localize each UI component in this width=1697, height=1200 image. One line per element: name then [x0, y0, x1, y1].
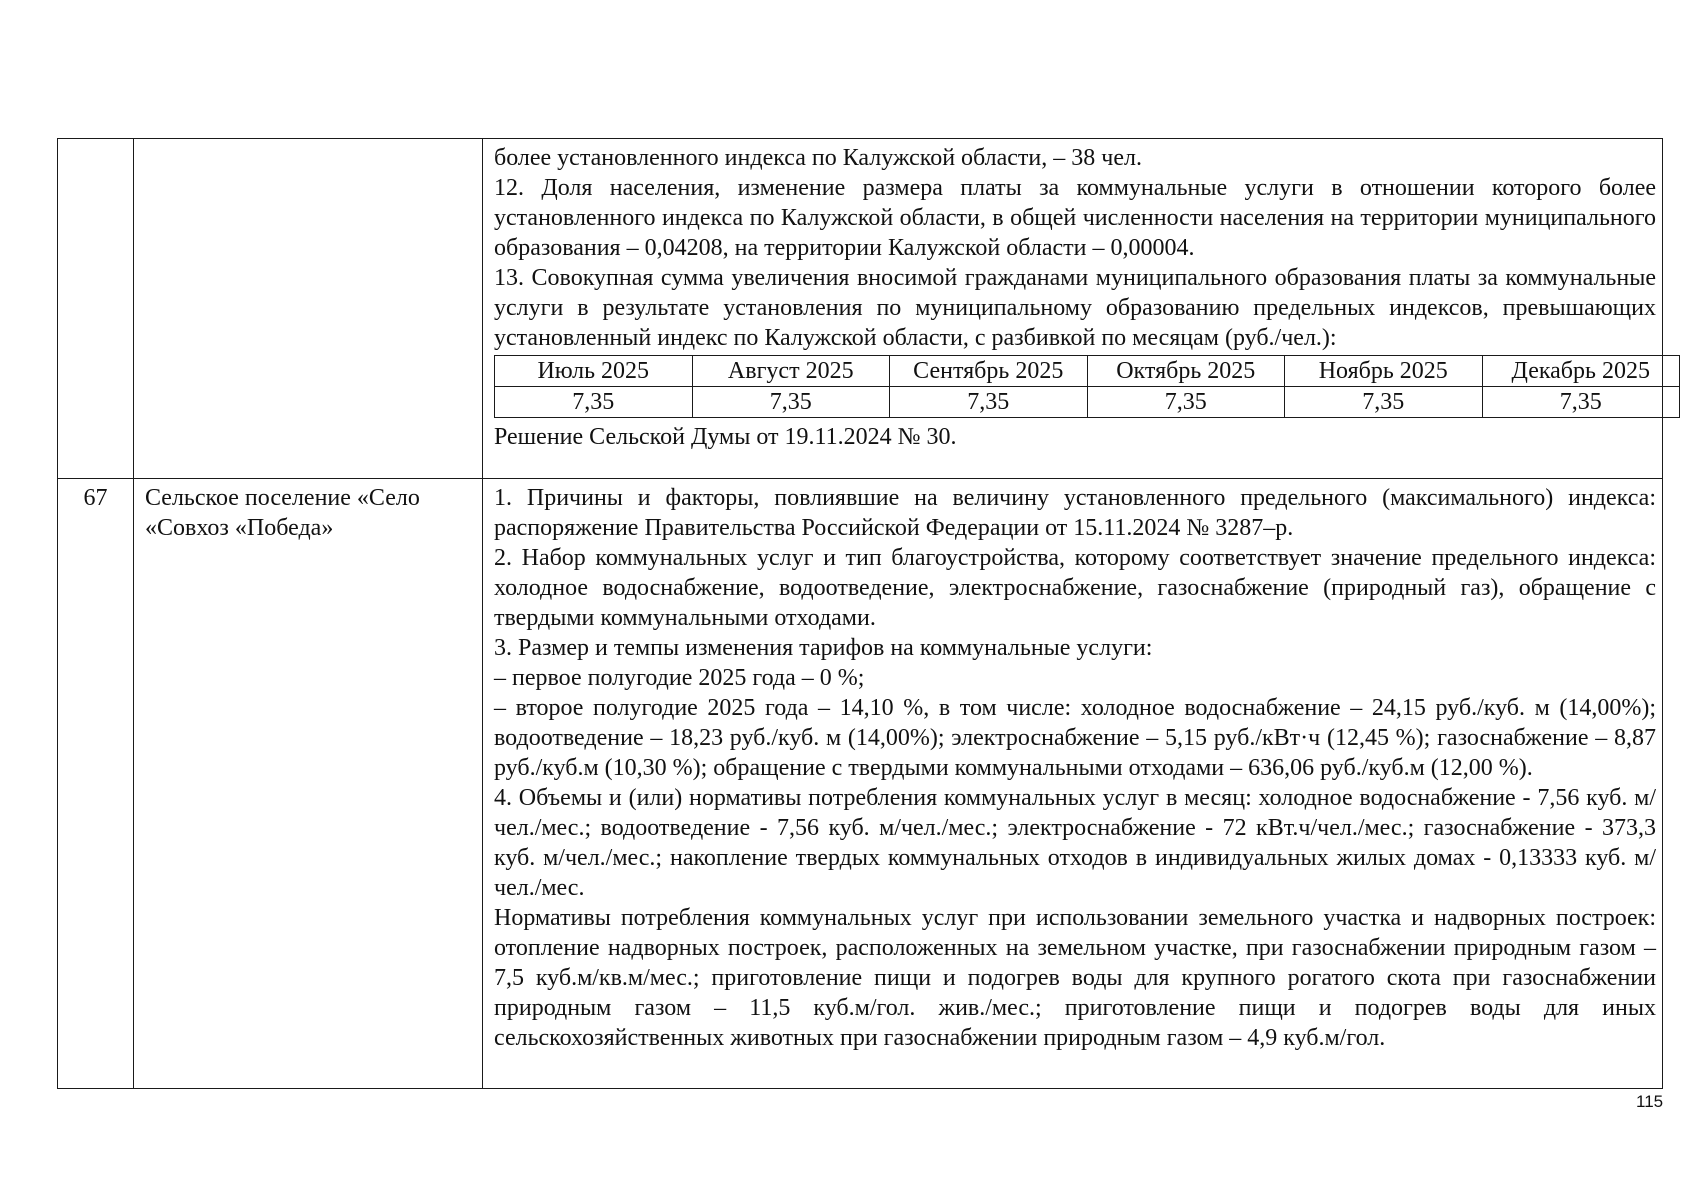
- month-value: 7,35: [1482, 387, 1680, 418]
- month-value: 7,35: [1285, 387, 1483, 418]
- month-value: 7,35: [890, 387, 1088, 418]
- month-header: Август 2025: [692, 356, 890, 387]
- month-value: 7,35: [1087, 387, 1285, 418]
- month-header: Сентябрь 2025: [890, 356, 1088, 387]
- decision-reference: Решение Сельской Думы от 19.11.2024 № 30.: [494, 424, 957, 450]
- paragraph: 3. Размер и темпы изменения тарифов на коммунальные услуги:: [494, 635, 1153, 661]
- monthly-increase-table: [494, 355, 1680, 418]
- months-header-row: [495, 356, 1680, 387]
- paragraph: Нормативы потребления коммунальных услуг при использовании земельного участка и надворных построек: отопление надворных построек, расположенных на земельном участке, при газоснабжении природным газом – 7,5 куб.м/кв.м/мес.; приготовление пищи и подогрев воды для крупного рогатого скота при газоснабжении природным газом – 11,5 куб.м/гол. жив./мес.; приготовление пищи и подогрев воды для иных сельскохозяйственных животных при газоснабжении природным газом – 4,9 куб.м/гол.: [494, 905, 1656, 1051]
- month-header: Декабрь 2025: [1482, 356, 1680, 387]
- municipality-name-cell: [134, 139, 483, 479]
- description-cell: [483, 479, 1663, 1089]
- month-header: Октябрь 2025: [1087, 356, 1285, 387]
- table-row: [58, 139, 1663, 479]
- description-cell: [483, 139, 1663, 479]
- paragraph: 2. Набор коммунальных услуг и тип благоустройства, которому соответствует значение предельного индекса: холодное водоснабжение, водоотведение, электроснабжение, газоснабжение (природный газ), обращение с твердыми коммунальными отходами.: [494, 545, 1656, 631]
- main-table: [57, 138, 1663, 1089]
- month-header: Июль 2025: [495, 356, 693, 387]
- table-row: [58, 479, 1663, 1089]
- paragraph: – второе полугодие 2025 года – 14,10 %, в том числе: холодное водоснабжение – 24,15 руб./куб. м (14,00%); водоотведение – 18,23 руб./куб. м (14,00%); электроснабжение – 5,15 руб./кВт·ч (12,45 %); газоснабжение – 8,87 руб./куб.м (10,30 %); обращение с твердыми коммунальными отходами – 636,06 руб./куб.м (12,00 %).: [494, 695, 1656, 781]
- paragraph: более установленного индекса по Калужской области, – 38 чел.: [494, 145, 1142, 171]
- municipality-name-cell: Сельское поселение «Село «Совхоз «Победа»: [134, 479, 483, 1089]
- paragraph: 12. Доля населения, изменение размера платы за коммунальные услуги в отношении которого более установленного индекса по Калужской области, в общей численности населения на территории муниципального образования – 0,04208, на территории Калужской области – 0,00004.: [494, 175, 1656, 261]
- paragraph: 13. Совокупная сумма увеличения вносимой гражданами муниципального образования платы за коммунальные услуги в результате установления по муниципальному образованию предельных индексов, превышающих установленный индекс по Калужской области, с разбивкой по месяцам (руб./чел.):: [494, 265, 1656, 351]
- row-number-cell: [58, 139, 134, 479]
- page-number: 115: [1636, 1092, 1664, 1111]
- month-value: 7,35: [692, 387, 890, 418]
- paragraph: 4. Объемы и (или) нормативы потребления коммунальных услуг в месяц: холодное водоснабжение - 7,56 куб. м/чел./мес.; водоотведение - 7,56 куб. м/чел./мес.; электроснабжение - 72 кВт.ч/чел./мес.; газоснабжение - 373,3 куб. м/чел./мес.; накопление твердых коммунальных отходов в индивидуальных жилых домах - 0,13333 куб. м/чел./мес.: [494, 785, 1656, 901]
- month-value: 7,35: [495, 387, 693, 418]
- row-number-cell: 67: [58, 479, 134, 1089]
- paragraph: – первое полугодие 2025 года – 0 %;: [494, 665, 865, 691]
- paragraph: 1. Причины и факторы, повлиявшие на величину установленного предельного (максимального) индекса: распоряжение Правительства Российской Федерации от 15.11.2024 № 3287–р.: [494, 485, 1656, 541]
- months-value-row: [495, 387, 1680, 418]
- month-header: Ноябрь 2025: [1285, 356, 1483, 387]
